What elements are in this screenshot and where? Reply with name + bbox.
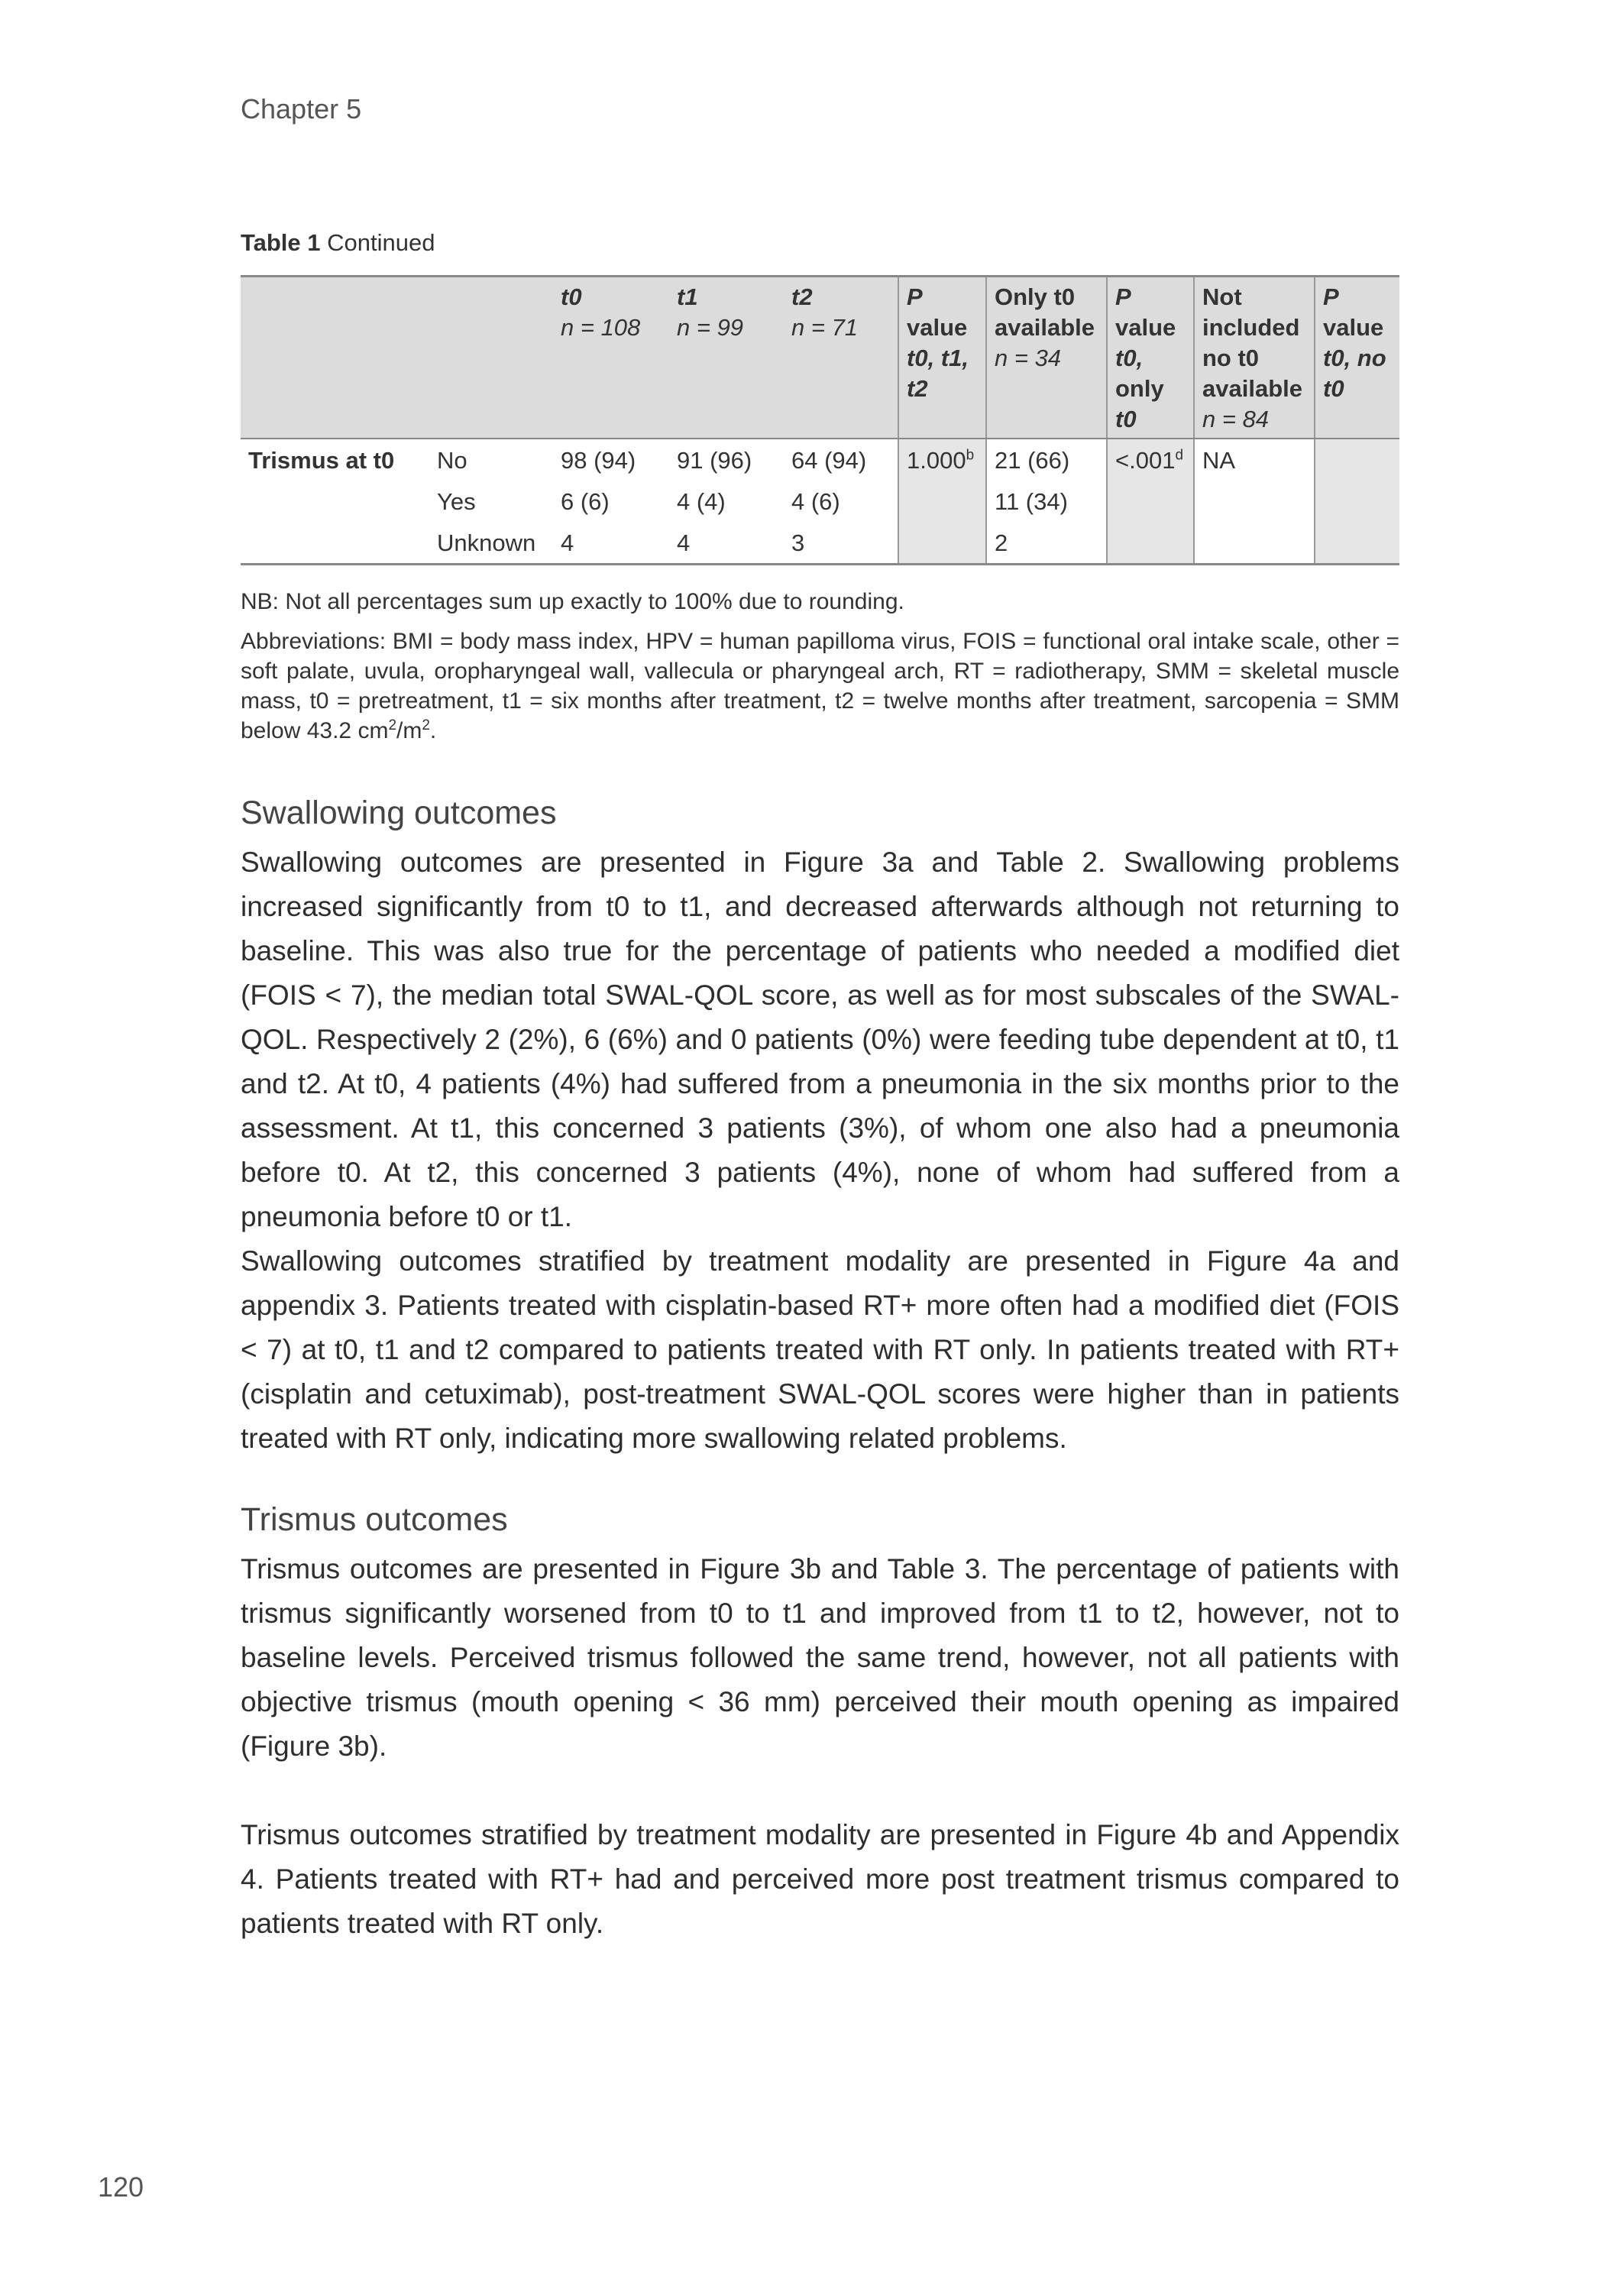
table-row — [241, 481, 1399, 522]
table-row — [241, 522, 1399, 565]
table-note-abbreviations: Abbreviations: BMI = body mass index, HPV = human papilloma virus, FOIS = functional oral intake scale, other = soft palate, uvula, oropharyngeal wall, vallecula or pharyngeal arch, RT = radiotherapy, SMM = skeletal muscle mass, t0 = pretreatment, t1 = six months after treatment, t2 = twelve months after treatment, sarcopenia = SMM below 43.2 $cm^2/m^2$. — [241, 629, 1399, 743]
col-header-not-included: Not included no t0 available n = 84 — [1194, 277, 1315, 439]
cell-p-value-2: <.001$^d$ — [1107, 439, 1194, 481]
table-caption — [241, 229, 435, 257]
running-head: Chapter 5 — [241, 93, 362, 125]
col-header-p-value-1: P value t0, t1, t2 — [898, 277, 986, 439]
paragraph-trismus-2: Trismus outcomes stratified by treatment modality are presented in Figure 4b and Appendix 4. Patients treated with RT+ had and perceived more post treatment trismus compared to patients treated with RT only. — [241, 1819, 1399, 1939]
cell-not-included — [1194, 481, 1315, 522]
cell-t0: 6 (6) — [561, 488, 610, 515]
cell-only-t0: 2 — [986, 522, 1107, 565]
cell-p-value-1 — [898, 481, 986, 522]
row-label: Yes — [437, 488, 476, 515]
page-number: 120 — [98, 2171, 144, 2203]
header-empty-2 — [429, 277, 553, 439]
paragraph-swallowing-1: Swallowing outcomes are presented in Figure 3a and Table 2. Swallowing problems increased significantly from t0 to t1, and decreased afterwards although not returning to baseline. This was also true for the percentage of patients who needed a modified diet (FOIS < 7), the median total SWAL-QOL score, as well as for most subscales of the SWAL-QOL. Respectively 2 (2%), 6 (6%) and 0 patients (0%) were feeding tube dependent at t0, t1 and t2. At t0, 4 patients (4%) had suffered from a pneumonia in the six months prior to the assessment. At t1, this concerned 3 patients (3%), of whom one also had a pneumonia before t0. At t2, this concerned 3 patients (4%), none of whom had suffered from a pneumonia before t0 or t1. — [241, 847, 1399, 1232]
row-label: Unknown — [429, 522, 553, 565]
cell-p-value-1: 1.000$^b$ — [898, 439, 986, 481]
table-caption-label: Table 1 — [241, 229, 321, 256]
col-header-only-t0: Only t0 available n = 34 — [986, 277, 1107, 439]
col-header-p-value-2: P value t0, only t0 — [1107, 277, 1194, 439]
row-group-label: Trismus at t0 — [248, 447, 395, 474]
row-group-label — [241, 481, 429, 522]
cell-t2: 3 — [784, 522, 898, 565]
cell-p-value-3 — [1315, 439, 1399, 481]
cell-t1: 91 (96) — [677, 447, 752, 474]
paragraph-swallowing-2: Swallowing outcomes stratified by treatment modality are presented in Figure 4a and appendix 3. Patients treated with cisplatin-based RT+ more often had a modified diet (FOIS < 7) at t0, t1 and t2 compared to patients treated with RT only. In patients treated with RT+ (cisplatin and cetuximab), post-treatment SWAL-QOL scores were higher than in patients treated with RT only, indicating more swallowing related problems. — [241, 1245, 1399, 1454]
cell-p-value-1 — [898, 522, 986, 565]
cell-t0: 98 (94) — [561, 447, 636, 474]
cell-p-value-3 — [1315, 481, 1399, 522]
cell-p-value-2 — [1107, 522, 1194, 565]
col-header-t0: t0 n = 108 — [553, 277, 669, 439]
cell-not-included — [1194, 522, 1315, 565]
section-heading-swallowing: Swallowing outcomes — [241, 795, 557, 831]
cell-t1: 4 (4) — [677, 488, 726, 515]
col-header-t2: t2 n = 71 — [784, 277, 898, 439]
table-note-rounding: NB: Not all percentages sum up exactly to 100% due to rounding. — [241, 589, 904, 614]
cell-only-t0: 11 (34) — [986, 481, 1107, 522]
table-row — [241, 439, 1399, 481]
cell-t0: 4 — [553, 522, 669, 565]
trismus-table — [241, 275, 1399, 565]
col-header-p-value-3: P value t0, no t0 — [1315, 277, 1399, 439]
header-empty-1 — [241, 277, 429, 439]
cell-not-included: NA — [1194, 439, 1315, 481]
row-label: No — [437, 447, 467, 474]
col-header-t1: t1 n = 99 — [669, 277, 784, 439]
cell-t2: 4 (6) — [791, 488, 840, 515]
table-caption-text: Continued — [320, 229, 435, 256]
table-header-row — [241, 277, 1399, 439]
cell-t2: 64 (94) — [791, 447, 867, 474]
cell-t1: 4 — [669, 522, 784, 565]
cell-p-value-3 — [1315, 522, 1399, 565]
cell-p-value-2 — [1107, 481, 1194, 522]
cell-only-t0: 21 (66) — [986, 439, 1107, 481]
section-heading-trismus: Trismus outcomes — [241, 1501, 508, 1538]
row-group-label — [241, 522, 429, 565]
paragraph-trismus-1: Trismus outcomes are presented in Figure 3b and Table 3. The percentage of patients with trismus significantly worsened from t0 to t1 and improved from t1 to t2, however, not to baseline levels. Perceived trismus followed the same trend, however, not all patients with objective trismus (mouth opening < 36 mm) perceived their mouth opening as impaired (Figure 3b). — [241, 1553, 1399, 1762]
